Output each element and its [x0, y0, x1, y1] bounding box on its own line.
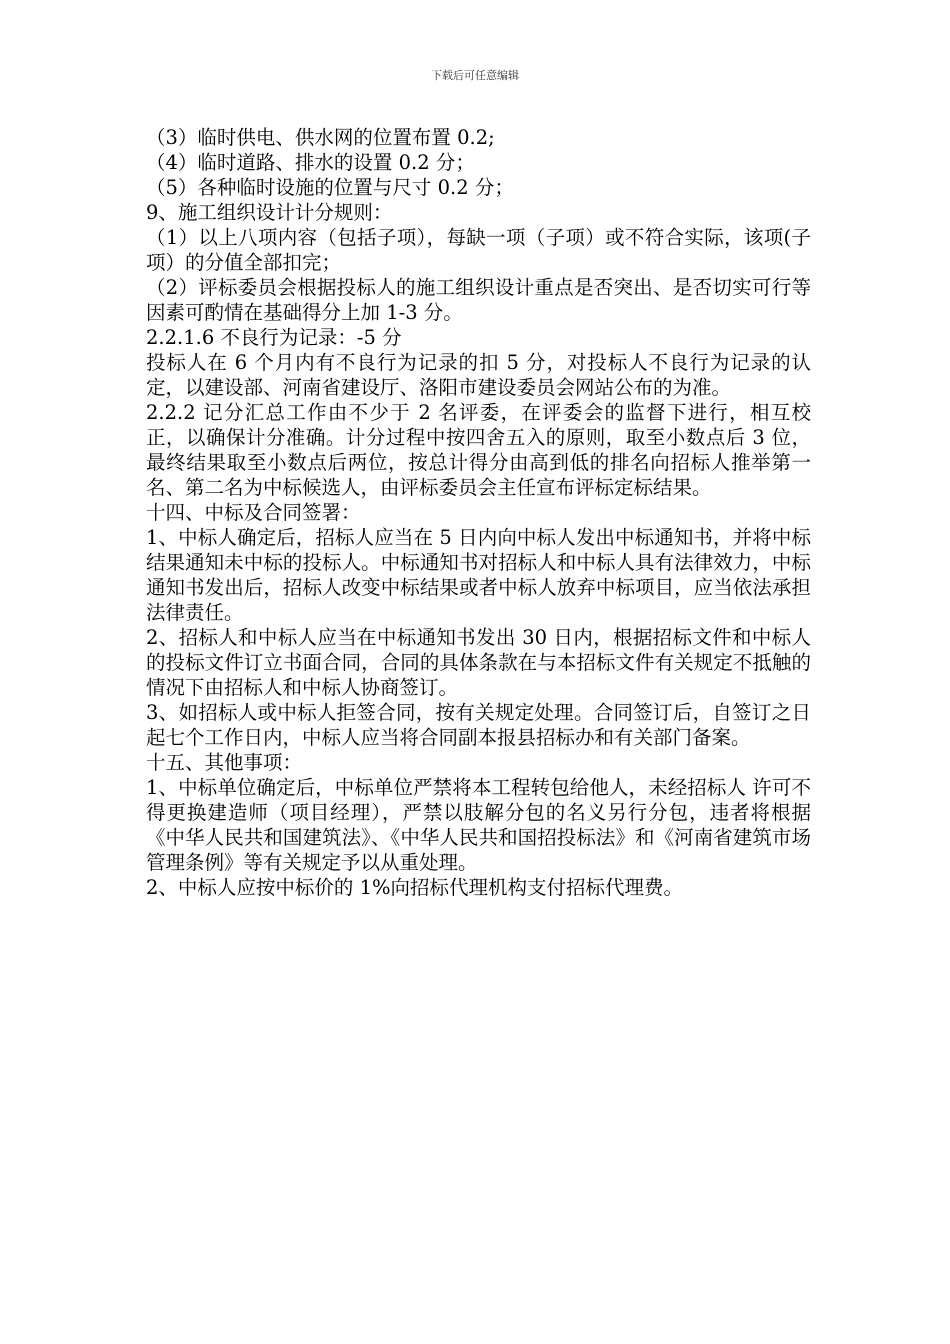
- section-heading-other-matters: 十五、其他事项：: [146, 751, 303, 774]
- rule-bonus-points: （2）评标委员会根据投标人的施工组织设计重点是否突出、是否切实可行等因素可酌情在基础得分上加 1-3 分。: [146, 276, 811, 324]
- document-body: [146, 125, 811, 900]
- other-clause-1: 1、中标单位确定后，中标单位严禁将本工程转包给他人，未经招标人 许可不得更换建造师（项目经理），严禁以肢解分包的名义另行分包，违者将根据《中华人民共和国建筑法》、《中华人民共和国招投标法》和《河南省建筑市场管理条例》等有关规定予以从重处理。: [146, 776, 811, 874]
- item-temporary-facilities: （5）各种临时设施的位置与尺寸 0.2 分；: [146, 176, 514, 199]
- bad-conduct-description: 投标人在 6 个月内有不良行为记录的扣 5 分，对投标人不良行为记录的认定，以建设部、河南省建设厅、洛阳市建设委员会网站公布的为准。: [146, 351, 811, 399]
- rule-missing-item-deduction: （1）以上八项内容（包括子项），每缺一项（子项）或不符合实际，该项(子项）的分值全部扣完；: [146, 226, 811, 274]
- page-header: 下载后可任意编辑: [431, 69, 519, 82]
- award-clause-1: 1、中标人确定后，招标人应当在 5 日内向中标人发出中标通知书，并将中标结果通知未中标的投标人。中标通知书对招标人和中标人具有法律效力，中标通知书发出后，招标人改变中标结果或者中标人放弃中标项目，应当依法承担法律责任。: [146, 526, 811, 624]
- section-heading-bad-conduct: 2.2.1.6 不良行为记录：-5 分: [146, 326, 402, 349]
- other-clause-2: 2、中标人应按中标价的 1%向招标代理机构支付招标代理费。: [146, 876, 684, 899]
- section-heading-award-contract: 十四、中标及合同签署：: [146, 501, 361, 524]
- item-temporary-roads-drainage: （4）临时道路、排水的设置 0.2 分；: [146, 151, 475, 174]
- score-summary-description: 2.2.2 记分汇总工作由不少于 2 名评委，在评委会的监督下进行，相互校正，以确保计分准确。计分过程中按四舍五入的原则，取至小数点后 3 位，最终结果取至小数点后两位，按总计得分由高到低的排名向招标人推举第一名、第二名为中标候选人，由评标委员会主任宣布评标定标结果。: [146, 401, 811, 499]
- item-temporary-power-water: （3）临时供电、供水网的位置布置 0.2;: [146, 126, 495, 149]
- section-heading-scoring-rules: 9、施工组织设计计分规则：: [146, 201, 393, 224]
- award-clause-3: 3、如招标人或中标人拒签合同，按有关规定处理。合同签订后，自签订之日起七个工作日内，中标人应当将合同副本报县招标办和有关部门备案。: [146, 701, 811, 749]
- award-clause-2: 2、招标人和中标人应当在中标通知书发出 30 日内，根据招标文件和中标人的投标文件订立书面合同，合同的具体条款在与本招标文件有关规定不抵触的情况下由招标人和中标人协商签订。: [146, 626, 811, 699]
